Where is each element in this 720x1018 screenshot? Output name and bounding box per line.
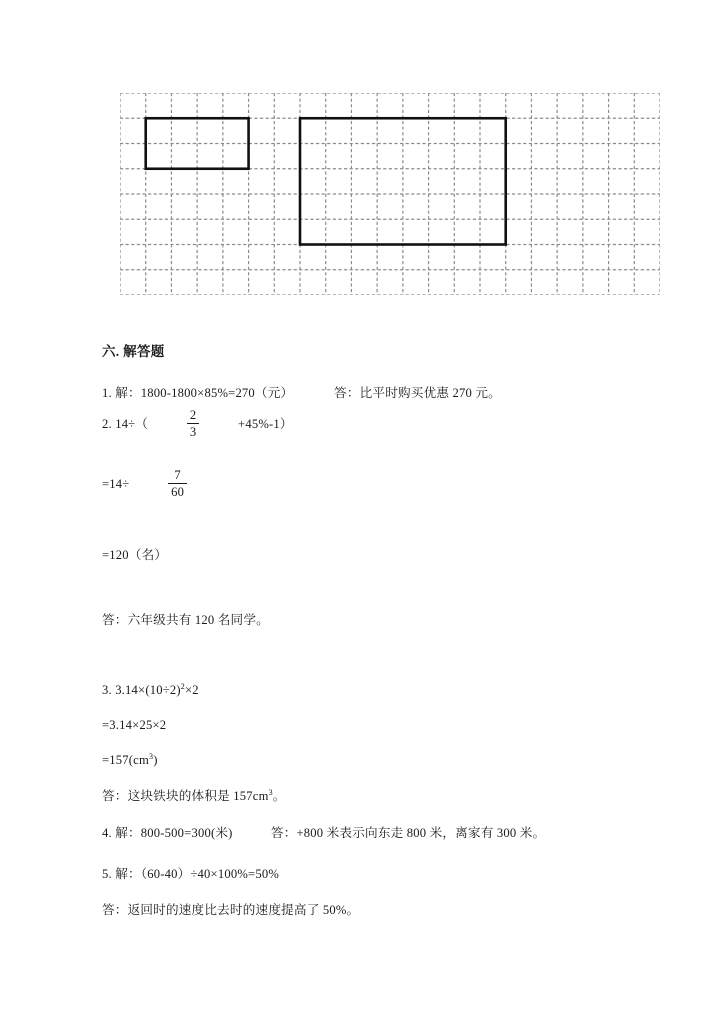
problem-2-answer: 答：六年级共有 120 名同学。 [102, 613, 269, 627]
problem-2-result: =120（名） [102, 548, 168, 562]
problem-3-line1-b: ×2 [184, 683, 199, 697]
page-title: 六. 解答题 [102, 344, 165, 359]
problem-3-line3-a: =157(cm [102, 753, 149, 767]
fraction-bar [187, 423, 200, 424]
problem-1-answer: 答：比平时购买优惠 270 元。 [334, 386, 501, 400]
problem-1-line [102, 383, 501, 403]
fraction-denominator: 3 [189, 425, 197, 439]
problem-3-line1-a: 3. 3.14×(10÷2) [102, 683, 181, 697]
fraction-numerator: 2 [189, 408, 197, 422]
problem-2-expression [102, 410, 293, 440]
problem-2-prefix: 2. 14÷（ [102, 416, 149, 431]
problem-3-line3-b: ) [153, 753, 158, 767]
fraction-two-thirds [187, 409, 200, 439]
problem-3-answer [102, 786, 286, 806]
large-rectangle [300, 118, 506, 244]
problem-3-answer-a: 答：这块铁块的体积是 157cm [102, 789, 269, 803]
exponent: 3 [148, 751, 154, 761]
problem-3-step: =3.14×25×2 [102, 718, 167, 732]
problem-4-line: 4. 解：800-500=300(米) 答：+800 米表示向东走 800 米，离家有 300 米。 [102, 826, 546, 840]
exponent: 3 [268, 787, 273, 797]
problem-3-expression [102, 680, 199, 700]
grid-canvas [120, 93, 660, 295]
grid-rectangles-figure [120, 93, 660, 295]
grid-shapes [146, 118, 506, 244]
problem-2-step-prefix: =14÷ [102, 476, 130, 491]
problem-3-answer-b: 。 [272, 789, 286, 803]
fraction-bar [168, 483, 187, 484]
fraction-numerator: 7 [174, 468, 181, 482]
problem-3-result [102, 750, 158, 770]
fraction-seven-sixtieths [168, 469, 187, 499]
problem-2-suffix: +45%-1） [238, 416, 293, 431]
problem-5-solution: 5. 解：（60-40）÷40×100%=50% [102, 867, 280, 881]
problem-5-answer: 答：返回时的速度比去时的速度提高了 50%。 [102, 903, 360, 917]
problem-1-solution: 1. 解：1800-1800×85%=270（元） [102, 386, 294, 400]
problem-2-step [102, 470, 193, 500]
grid-lines [120, 93, 660, 295]
exponent: 2 [180, 681, 185, 691]
fraction-denominator: 60 [171, 485, 185, 499]
